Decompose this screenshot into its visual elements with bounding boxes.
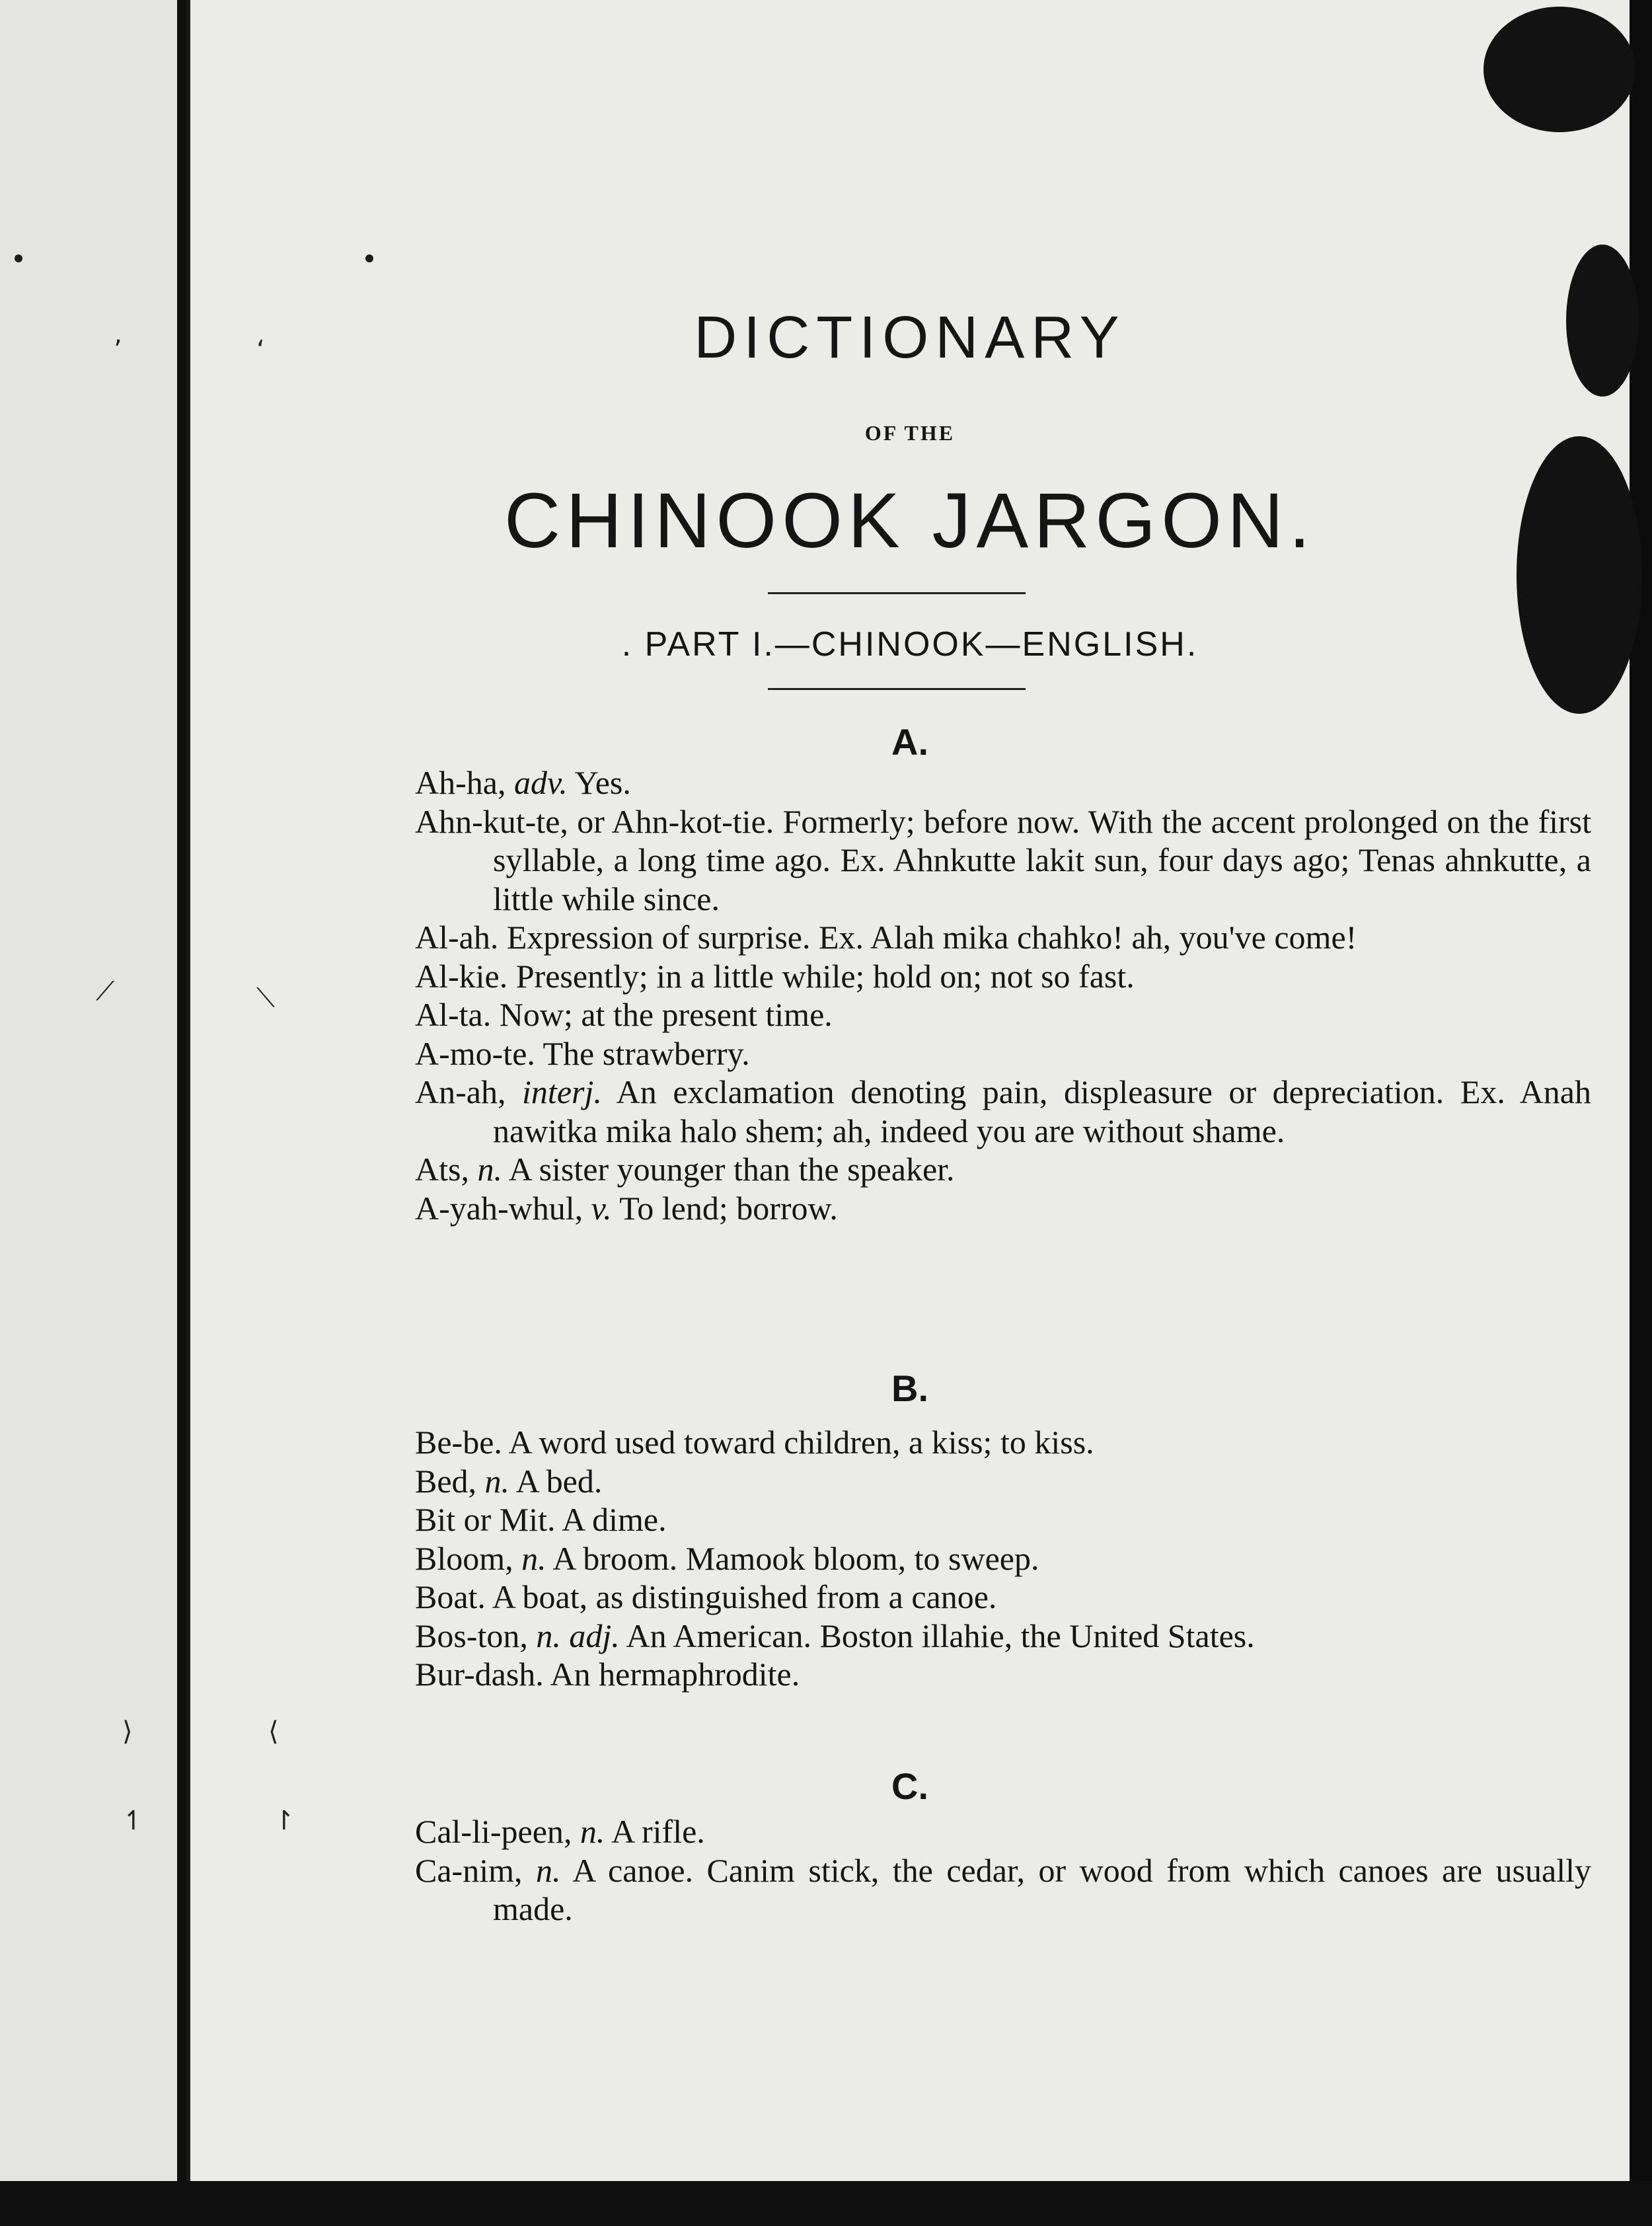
ink-mark: ↾	[273, 1806, 295, 1836]
ink-mark: ⟨	[268, 1716, 279, 1747]
divider-rule	[768, 688, 1026, 690]
bottom-edge-shadow	[0, 2181, 1652, 2226]
title-dictionary: DICTIONARY	[694, 305, 1126, 371]
dictionary-entry: Al-kie. Presently; in a little while; hold on; not so fast.	[415, 957, 1135, 995]
dictionary-page	[190, 0, 1630, 2181]
ink-mark: ‘	[256, 335, 265, 365]
dictionary-entry: Cal-li-peen, n. A rifle.	[415, 1813, 705, 1850]
part-heading: . PART I.—CHINOOK—ENGLISH.	[621, 625, 1199, 664]
section-a-entries	[415, 763, 1591, 1227]
dictionary-entry: A-yah-whul, v. To lend; borrow.	[415, 1189, 838, 1227]
ink-mark: ⟍	[256, 983, 275, 1013]
title-of-the: OF THE	[864, 421, 956, 445]
ink-blot	[1566, 245, 1639, 397]
ink-blot	[1517, 436, 1642, 714]
section-b-entries	[415, 1423, 1591, 1694]
ink-mark: ⟋	[96, 976, 114, 1007]
dictionary-entry: Ca-nim, n. A canoe. Canim stick, the cedar, or wood from which canoes are usually made.	[415, 1851, 1591, 1927]
dictionary-entry: Ats, n. A sister younger than the speaker.	[415, 1151, 955, 1188]
title-chinook-jargon: CHINOOK JARGON.	[504, 477, 1316, 564]
dictionary-entry: Be-be. A word used toward children, a kiss; to kiss.	[415, 1424, 1094, 1461]
section-letter-c: C.	[891, 1765, 928, 1807]
ink-mark: ⟩	[122, 1716, 133, 1747]
section-letter-a: A.	[891, 721, 928, 763]
dictionary-entry: Bed, n. A bed.	[415, 1462, 603, 1500]
dictionary-entry: Bit or Mit. A dime.	[415, 1501, 667, 1538]
ink-speck	[365, 254, 373, 262]
dictionary-entry: A-mo-te. The strawberry.	[415, 1034, 750, 1072]
ink-mark: ’	[114, 335, 122, 365]
dictionary-entry: Bloom, n. A broom. Mamook bloom, to sweep.	[415, 1539, 1039, 1577]
dictionary-entry: Ahn-kut-te, or Ahn-kot-tie. Formerly; before now. With the accent prolonged on the first syllable, a long time ago. Ex. Ahnkutte lakit sun, four days ago; Tenas ahnkutte, a little while since.	[415, 802, 1591, 917]
dictionary-entry: Al-ta. Now; at the present time.	[415, 996, 833, 1033]
dictionary-entry: Boat. A boat, as distinguished from a canoe.	[415, 1578, 997, 1615]
divider-rule	[768, 592, 1026, 594]
ink-speck	[15, 254, 22, 262]
dictionary-entry: Ah-ha, adv. Yes.	[415, 764, 631, 801]
section-c-entries	[415, 1812, 1591, 1929]
facing-page	[0, 0, 177, 2226]
dictionary-entry: Al-ah. Expression of surprise. Ex. Alah mika chahko! ah, you've come!	[415, 919, 1357, 956]
dictionary-entry: An-ah, interj. An exclamation denoting pain, displeasure or depreciation. Ex. Anah nawitka mika halo shem; ah, indeed you are without shame.	[415, 1073, 1591, 1149]
section-letter-b: B.	[891, 1367, 928, 1409]
ink-mark: ↿	[122, 1806, 145, 1836]
ink-blot	[1483, 7, 1635, 132]
binding-gutter	[177, 0, 186, 2226]
dictionary-entry: Bos-ton, n. adj. An American. Boston illahie, the United States.	[415, 1617, 1255, 1654]
dictionary-entry: Bur-dash. An hermaphrodite.	[415, 1656, 800, 1693]
